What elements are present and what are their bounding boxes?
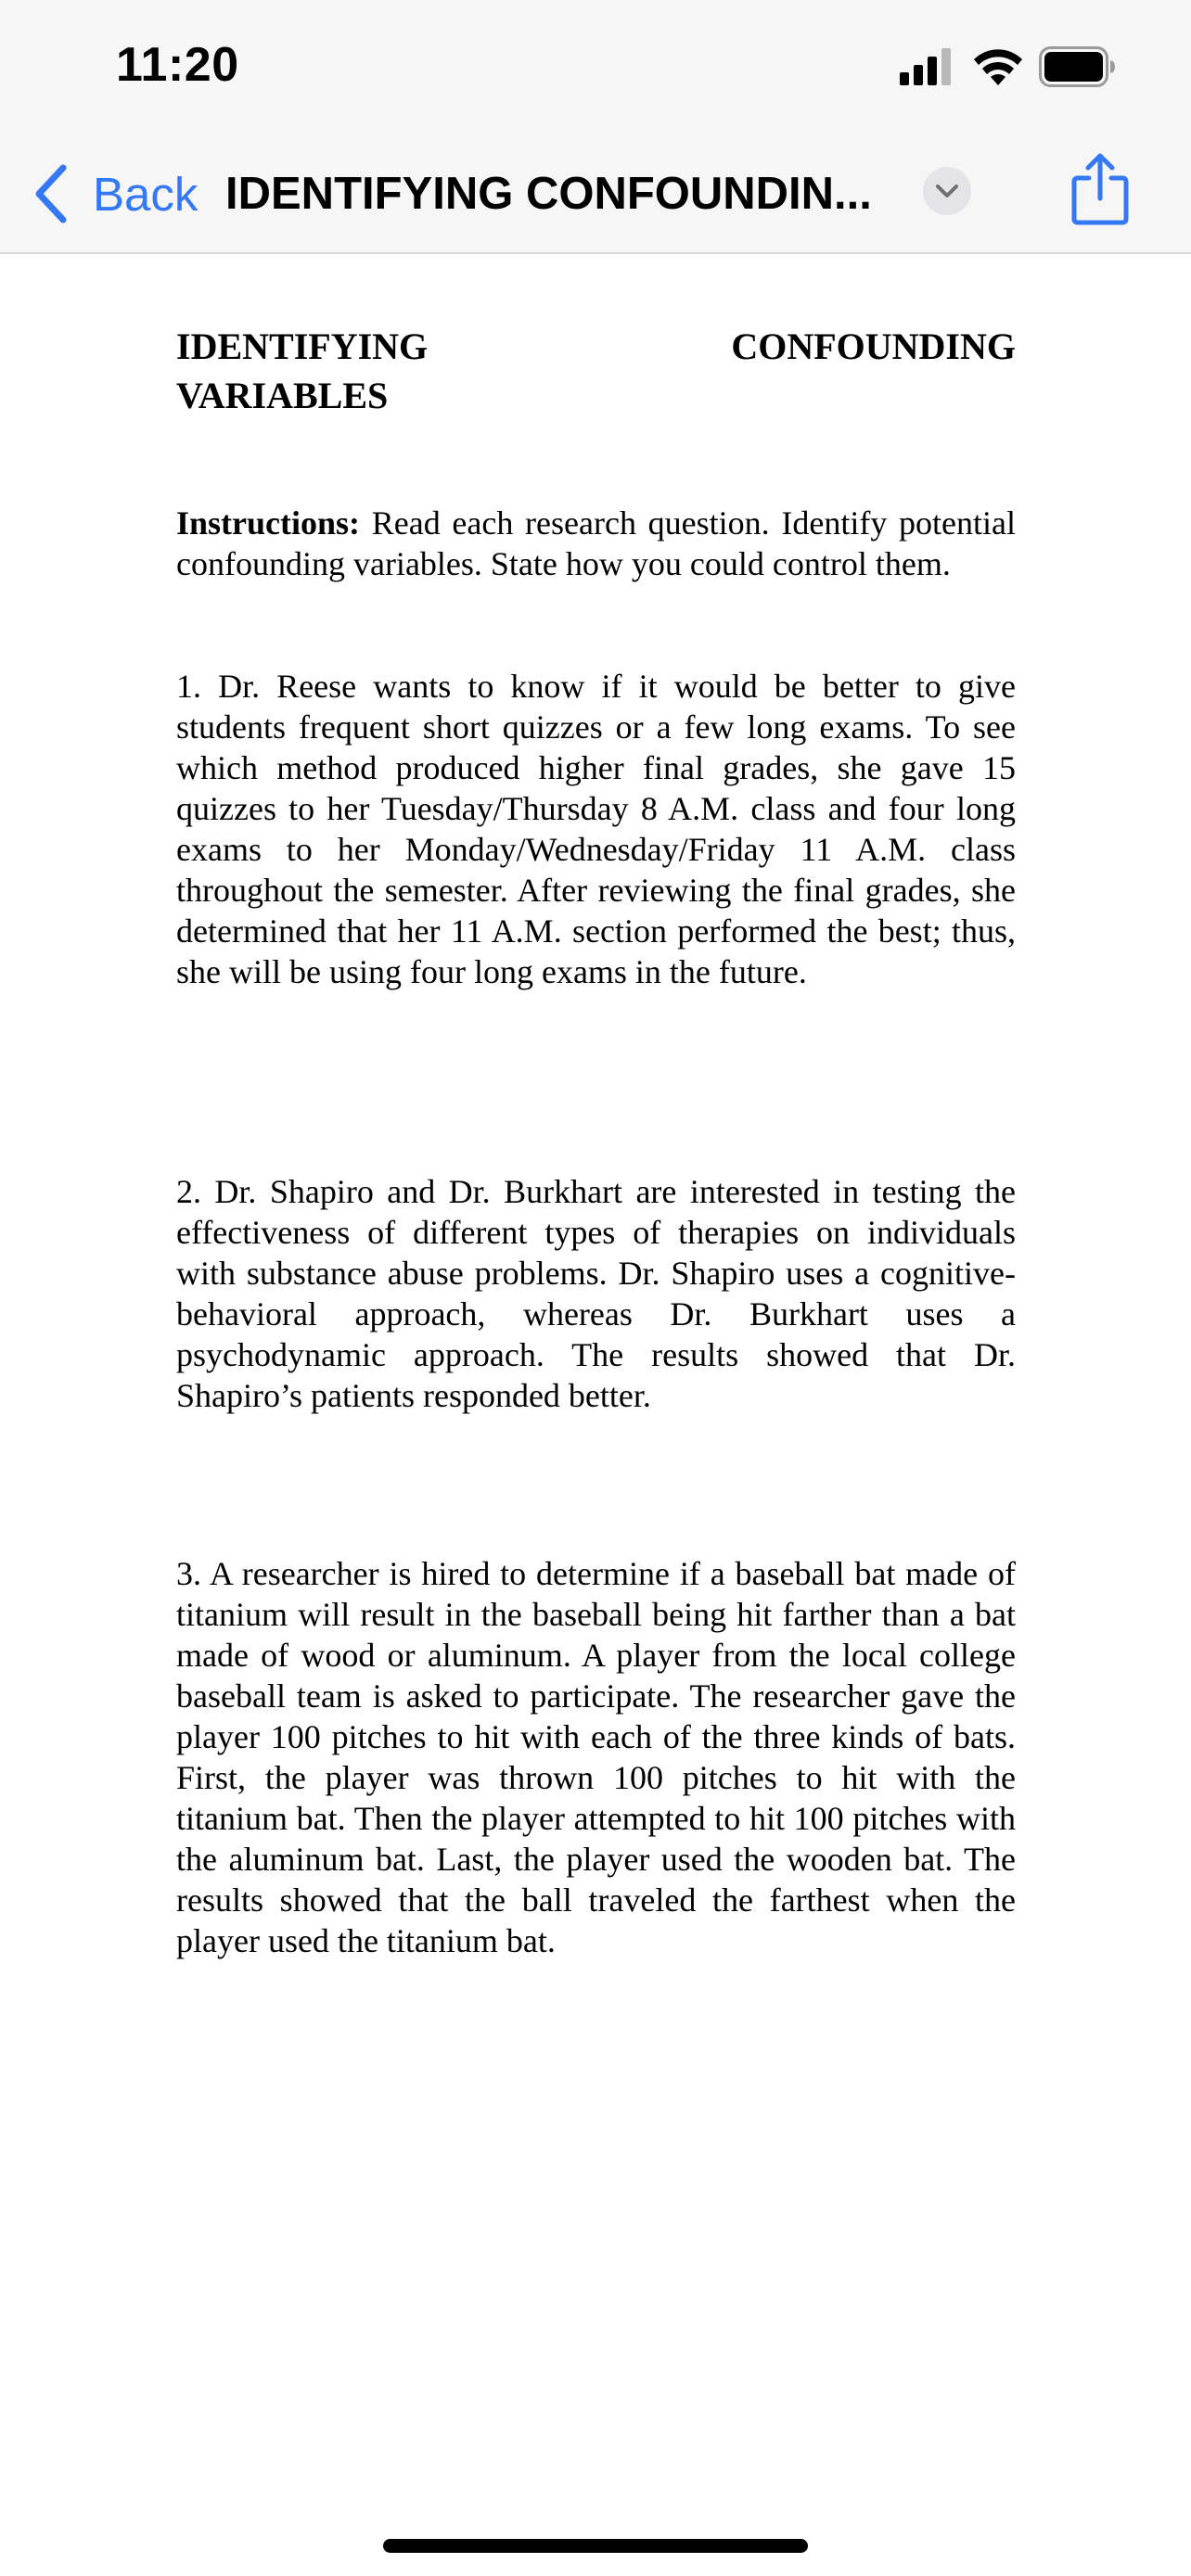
- question-1: 1. Dr. Reese wants to know if it would be better to give students frequent short quizzes or a few long exams. To see which method produced higher final grades, she gave 15 quizzes to her Tuesday/Thursday 8 A.M. class and four long exams to her Monday/Wednesday/Friday 11 A.M. class throughout the semester. After reviewing the final grades, she determined that her 11 A.M. section performed the best; thus, she will be using four long exams in the future.: [176, 668, 1016, 990]
- instructions-label: Instructions:: [176, 504, 361, 542]
- heading-word-confounding: CONFOUNDING: [731, 325, 1016, 367]
- battery-icon: [1039, 46, 1115, 87]
- share-icon[interactable]: [1070, 152, 1130, 226]
- status-bar: [0, 0, 1191, 139]
- heading-word-variables: VARIABLES: [176, 375, 389, 416]
- question-3: 3. A researcher is hired to determine if a baseball bat made of titanium will result in the baseball being hit farther than a bat made of wood or aluminum. A player from the local college baseball team is asked to participate. The researcher gave the player 100 pitches to hit with each of the three kinds of bats. First, the player was thrown 100 pitches to hit with the titanium bat. Then the player attempted to hit 100 pitches with the aluminum bat. Last, the player used the wooden bat. The results showed that the ball traveled the farthest when the player used the titanium bat.: [176, 1555, 1016, 1959]
- title-menu-button[interactable]: [923, 167, 971, 215]
- question-2: 2. Dr. Shapiro and Dr. Burkhart are interested in testing the effectiveness of different types of therapies on individuals with substance abuse problems. Dr. Shapiro uses a cognitive-behavioral approach, whereas Dr. Burkhart uses a psychodynamic approach. The results showed that Dr. Shapiro’s patients responded better.: [176, 1173, 1016, 1414]
- heading-word-identifying: IDENTIFYING: [176, 325, 429, 367]
- chevron-down-icon: [935, 183, 959, 199]
- instructions-text: Read each research question. Identify potential confounding variables. State how you could control them.: [176, 504, 1016, 582]
- wifi-icon: [974, 46, 1022, 85]
- back-button[interactable]: [32, 161, 198, 226]
- back-label: Back: [93, 167, 198, 221]
- navigation-bar: [0, 139, 1191, 254]
- document-title[interactable]: IDENTIFYING CONFOUNDIN...: [225, 169, 872, 219]
- instructions-paragraph: [176, 503, 1016, 584]
- home-indicator: [383, 2539, 808, 2553]
- signal-icon: [900, 48, 954, 85]
- status-time: 11:20: [116, 38, 239, 92]
- chevron-left-icon: [32, 164, 69, 223]
